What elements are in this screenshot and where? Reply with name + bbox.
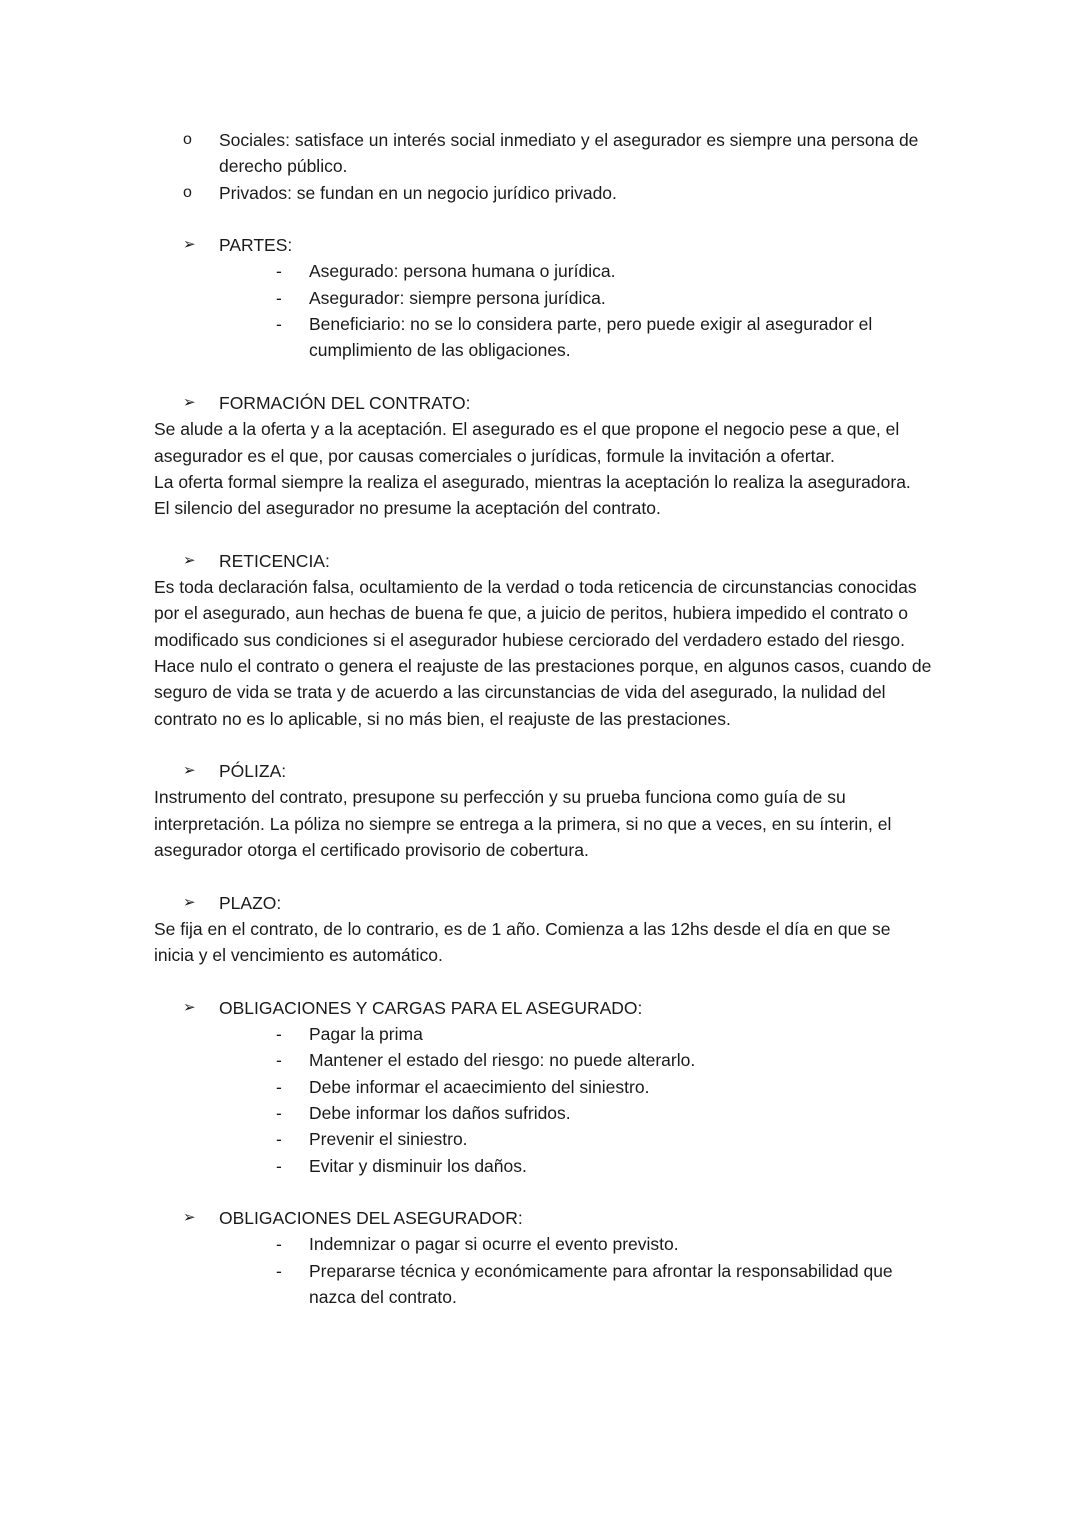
list-item-text: Mantener el estado del riesgo: no puede alterarlo. (309, 1050, 696, 1071)
heading-text: PARTES: (219, 235, 293, 256)
circle-bullet-icon: o (183, 131, 192, 148)
list-item-text: Asegurador: siempre persona jurídica. (309, 287, 606, 308)
arrow-bullet-icon: ➢ (183, 551, 196, 569)
document-page (0, 127, 1080, 1310)
obligaciones-asegurado-list (0, 1021, 1080, 1179)
paragraph-line: Se alude a la oferta y a la aceptación. El asegurado es el que propone el negocio pese a que, el asegurador es el que, por causas comerciales o jurídicas, formule la invitación a ofertar. (154, 419, 900, 466)
arrow-bullet-icon: ➢ (183, 762, 196, 780)
list-item (276, 258, 929, 284)
circle-bullet-icon: o (183, 183, 192, 201)
list-item (276, 1153, 929, 1179)
dash-bullet-icon: - (276, 1129, 282, 1150)
section-heading-formacion (183, 390, 1080, 416)
list-item (276, 285, 929, 311)
list-item (276, 1100, 929, 1126)
list-item-text: Prepararse técnica y económicamente para afrontar la responsabilidad que nazca del contrato. (309, 1260, 893, 1308)
arrow-bullet-icon: ➢ (183, 1209, 196, 1227)
section-heading-plazo (183, 890, 1080, 916)
dash-bullet-icon: - (276, 1234, 282, 1255)
list-item-text: Debe informar el acaecimiento del siniestro. (309, 1076, 650, 1097)
section-heading-reticencia (183, 548, 1080, 574)
list-item (276, 1126, 929, 1152)
dash-bullet-icon: - (276, 1076, 282, 1097)
dash-bullet-icon: - (276, 1260, 282, 1281)
section-heading-obligaciones-asegurador (183, 1205, 1080, 1231)
list-item (276, 1258, 929, 1311)
list-item (276, 1231, 929, 1257)
list-item-text: Indemnizar o pagar si ocurre el evento previsto. (309, 1234, 679, 1255)
arrow-bullet-icon: ➢ (183, 236, 196, 254)
heading-text: FORMACIÓN DEL CONTRATO: (219, 392, 471, 413)
paragraph-line: La oferta formal siempre la realiza el asegurado, mientras la aceptación lo realiza la aseguradora. (154, 471, 911, 492)
list-item-text: Debe informar los daños sufridos. (309, 1102, 571, 1123)
dash-bullet-icon: - (276, 1155, 282, 1176)
list-item-text: Privados: se fundan en un negocio jurídico privado. (219, 182, 617, 203)
dash-bullet-icon: - (276, 1050, 282, 1071)
heading-text: PLAZO: (219, 892, 282, 913)
list-item-text: Pagar la prima (309, 1024, 423, 1045)
list-item (183, 180, 939, 206)
list-item (276, 1074, 929, 1100)
heading-text: OBLIGACIONES Y CARGAS PARA EL ASEGURADO: (219, 997, 643, 1018)
partes-list (0, 258, 1080, 363)
dash-bullet-icon: - (276, 1024, 282, 1045)
section-heading-poliza (183, 758, 1080, 784)
dash-bullet-icon: - (276, 1102, 282, 1123)
list-item-text: Prevenir el siniestro. (309, 1129, 468, 1150)
list-item (276, 311, 929, 364)
section-heading-partes (183, 232, 1080, 258)
list-item (276, 1021, 929, 1047)
heading-text: RETICENCIA: (219, 550, 330, 571)
arrow-bullet-icon: ➢ (183, 998, 196, 1016)
paragraph-formacion (154, 416, 934, 521)
paragraph-plazo: Se fija en el contrato, de lo contrario, es de 1 año. Comienza a las 12hs desde el día en que se inicia y el vencimiento es automático. (154, 918, 891, 966)
obligaciones-asegurador-list (0, 1231, 1080, 1310)
tipos-list (0, 127, 1080, 206)
list-item-text: Evitar y disminuir los daños. (309, 1155, 527, 1176)
list-item-text: Beneficiario: no se lo considera parte, pero puede exigir al asegurador el cumplimiento de las obligaciones. (309, 314, 873, 361)
paragraph-reticencia: Es toda declaración falsa, ocultamiento de la verdad o toda reticencia de circunstancias conocidas por el asegurado, aun hechas de buena fe que, a juicio de peritos, hubiera impedido el contrato o modificado sus condiciones si el asegurador hubiese cerciorado del verdadero estado del riesgo. Hace nulo el contrato o genera el reajuste de las prestaciones porque, en algunos casos, cuando de seguro de vida se trata y de acuerdo a las circunstancias de vida del asegurado, la nulidad del contrato no es lo aplicable, si no más bien, el reajuste de las prestaciones. (154, 577, 932, 729)
arrow-bullet-icon: ➢ (183, 893, 196, 911)
list-item (183, 127, 939, 180)
list-item (276, 1047, 929, 1073)
heading-text: PÓLIZA: (219, 761, 287, 782)
paragraph-line: El silencio del asegurador no presume la aceptación del contrato. (154, 498, 661, 519)
heading-text: OBLIGACIONES DEL ASEGURADOR: (219, 1208, 523, 1229)
arrow-bullet-icon: ➢ (183, 393, 196, 411)
section-heading-obligaciones-asegurado (183, 995, 1080, 1021)
paragraph-poliza: Instrumento del contrato, presupone su perfección y su prueba funciona como guía de su interpretación. La póliza no siempre se entrega a la primera, si no que a veces, en su ínterin, el asegurador otorga el certificado provisorio de cobertura. (154, 787, 892, 861)
dash-bullet-icon: - (276, 261, 282, 282)
list-item-text: Asegurado: persona humana o jurídica. (309, 261, 616, 282)
dash-bullet-icon: - (276, 287, 282, 308)
list-item-text: Sociales: satisface un interés social inmediato y el asegurador es siempre una persona de derecho público. (219, 130, 919, 177)
dash-bullet-icon: - (276, 314, 282, 335)
